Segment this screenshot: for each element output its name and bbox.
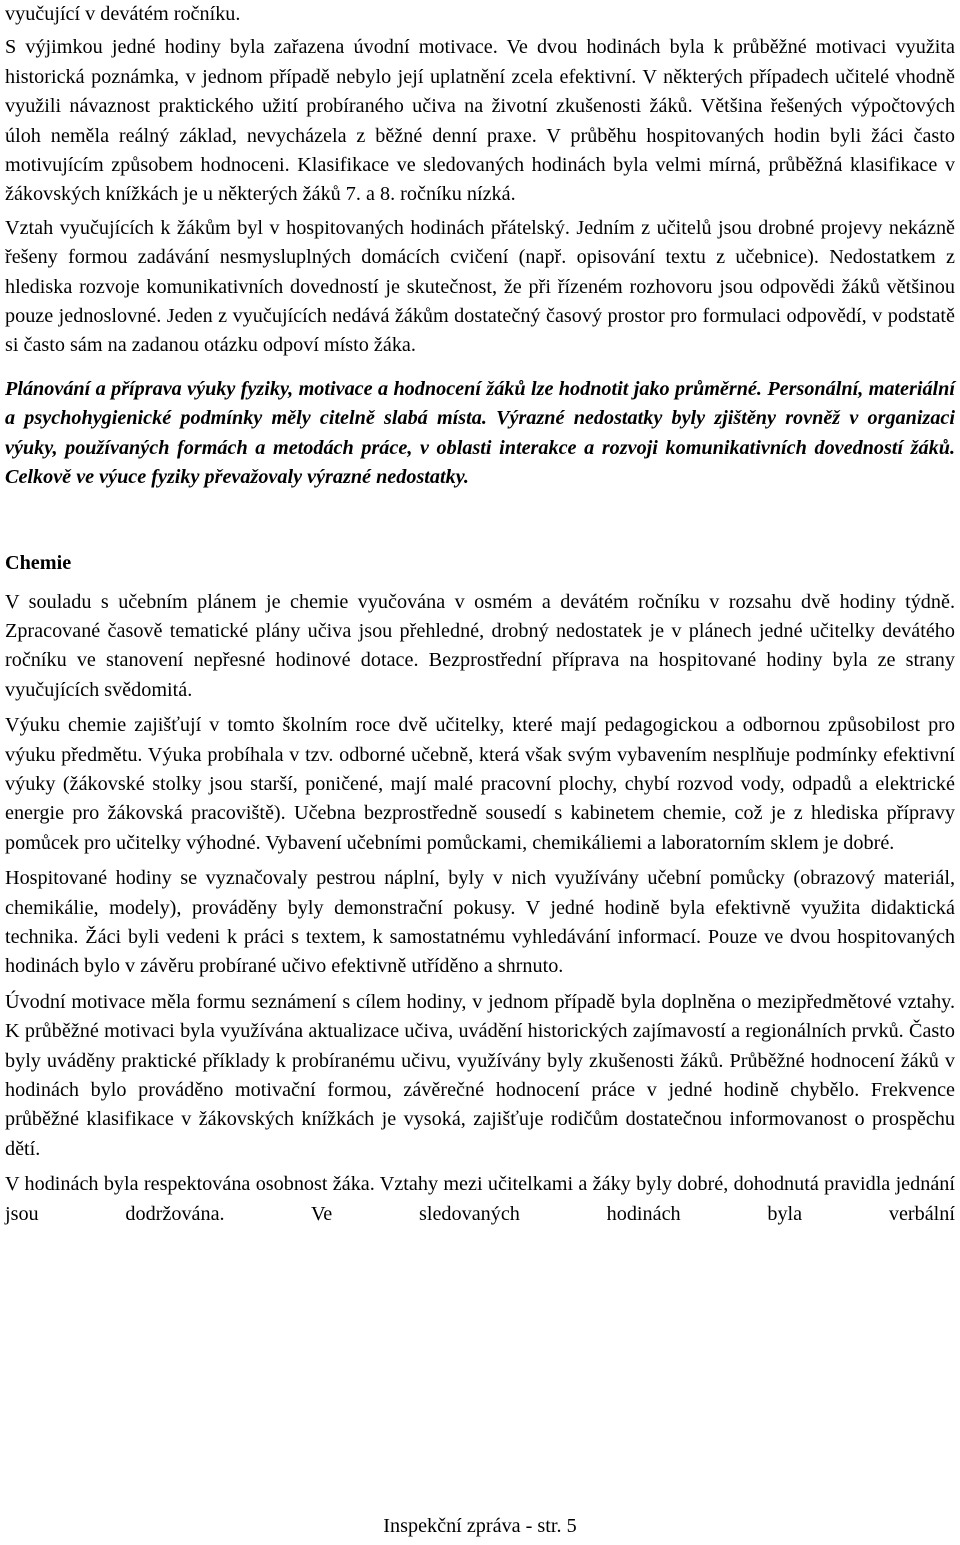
chemistry-personality-paragraph: V hodinách byla respektována osobnost žáka. Vztahy mezi učitelkami a žáky byly dobré, dohodnutá pravidla jednání jsou dodržována. Ve sledovaných hodinách byla verbální <box>5 1173 955 1225</box>
chemistry-motivation-paragraph: Úvodní motivace měla formu seznámení s cílem hodiny, v jednom případě byla doplněna o mezipředmětové vztahy. K průběžné motivaci byla využívána aktualizace učiva, uvádění historických zajímavostí a regionálních prvků. Často byly uváděny praktické příklady k probíranému učivu, využívány byly zkušenosti žáků. Průběžné hodnocení žáků v hodinách bylo prováděno motivační formou, závěrečné hodnocení práce v jedné hodině chybělo. Frekvence průběžné klasifikace v žákovských knížkách je vysoká, zajišťuje rodičům dostatečnou informovanost o prospěchu dětí. <box>5 990 955 1160</box>
physics-summary-paragraph: Plánování a příprava výuky fyziky, motivace a hodnocení žáků lze hodnotit jako průměrné. Personální, materiální a psychohygienické podmínky měly citelně slabá místa. Výrazné nedostatky byly zjištěny rovněž v organizaci výuky, používaných formách a metodách práce, v oblasti interakce a rozvoji komunikativních dovedností žáků. Celkově ve výuce fyziky převažovaly výrazné nedostatky. <box>5 377 955 489</box>
physics-motivation-paragraph: S výjimkou jedné hodiny byla zařazena úvodní motivace. Ve dvou hodinách byla k průběžné motivaci využita historická poznámka, v jednom případě nebylo její uplatnění zcela efektivní. V některých případech učitelé vhodně využili návaznost praktického užití probíraného učiva na životní zkušenosti žáků. Většina řešených výpočtových úloh neměla reálný základ, nevycházela z běžné denní praxe. V průběhu hospitovaných hodin byli žáci často motivujícím způsobem hodnoceni. Klasifikace ve sledovaných hodinách byla velmi mírná, průběžná klasifikace v žákovských knížkách je u některých žáků 7. a 8. ročníku nízká. <box>5 36 955 206</box>
chemistry-lessons-paragraph: Hospitované hodiny se vyznačovaly pestrou náplní, byly v nich využívány učební pomůcky (obrazový materiál, chemikálie, modely), prováděny byly demonstrační pokusy. V jedné hodině byla efektivně využita didaktická technika. Žáci byli vedeni k práci s textem, k samostatnému vyhledávání informací. Pouze ve dvou hospitovaných hodinách bylo v závěru probírané učivo efektivně utříděno a shrnuto. <box>5 867 955 978</box>
chemistry-teachers-paragraph: Výuku chemie zajišťují v tomto školním roce dvě učitelky, které mají pedagogickou a odbornou způsobilost pro výuku předmětu. Výuka probíhala v tzv. odborné učebně, která však svým vybavením nesplňuje podmínky efektivní výuky (žákovské stolky jsou starší, poničené, mají malé pracovní plochy, chybí rozvod vody, odpadů a elektrické energie pro žákovská pracoviště). Učebna bezprostředně sousedí s kabinetem chemie, což je z hlediska přípravy pomůcek pro učitelky výhodné. Vybavení učebními pomůckami, chemikáliemi a laboratorním sklem je dobré. <box>5 714 955 854</box>
page-footer: Inspekční zpráva - str. 5 <box>383 1515 577 1537</box>
document-page <box>5 0 955 1229</box>
chemistry-plan-paragraph: V souladu s učebním plánem je chemie vyučována v osmém a devátém ročníku v rozsahu dvě hodiny týdně. Zpracované časově tematické plány učiva jsou přehledné, drobný nedostatek je v plánech jedné učitelky devátého ročníku ve stanovení nepřesné hodinové dotace. Bezprostřední příprava na hospitované hodiny byla ze strany vyučujících svědomitá. <box>5 590 955 701</box>
physics-relations-paragraph: Vztah vyučujících k žákům byl v hospitovaných hodinách přátelský. Jedním z učitelů jsou drobné projevy nekázně řešeny formou zadávání nesmysluplných domácích cvičení (např. opisování textu z učebnice). Nedostatkem z hlediska rozvoje komunikativních dovedností je skutečnost, že při řízeném rozhovoru jsou odpovědi žáků většinou pouze jednoslovné. Jeden z vyučujících nedává žákům dostatečný časový prostor pro formulaci odpovědí, v podstatě si často sám na zadanou otázku odpoví místo žáka. <box>5 216 955 357</box>
section-heading-chemistry: Chemie <box>5 551 72 574</box>
physics-intro-tail: vyučující v devátém ročníku. <box>5 3 241 25</box>
